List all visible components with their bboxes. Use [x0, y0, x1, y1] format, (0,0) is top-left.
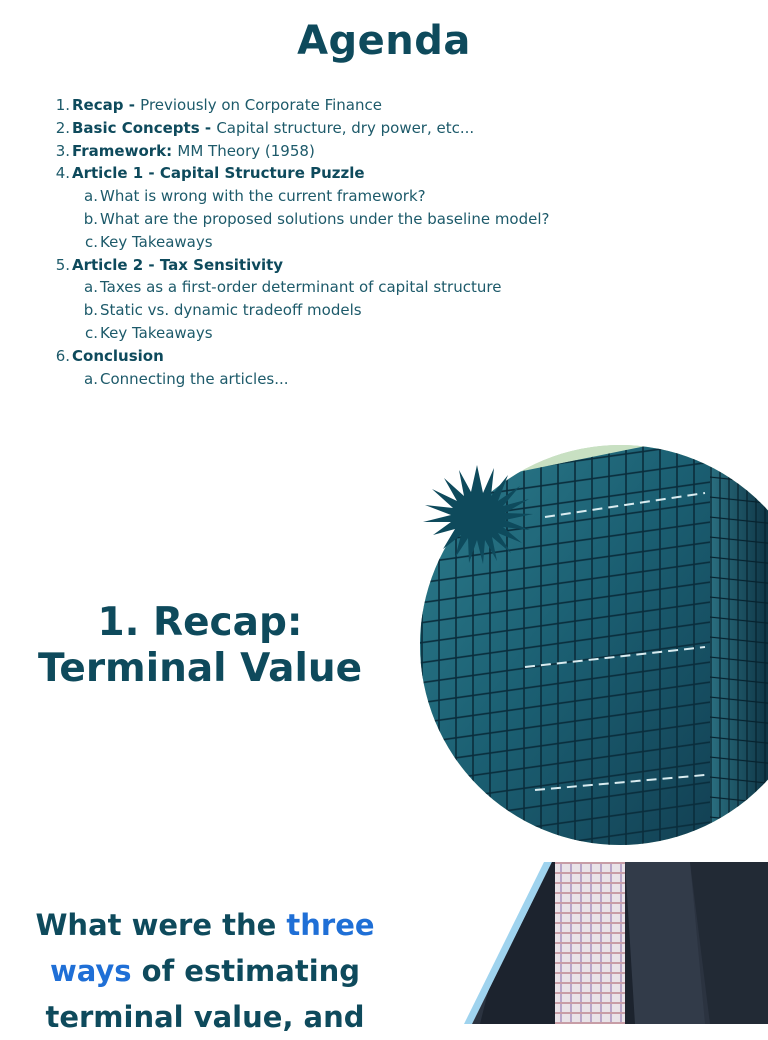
agenda-item-heading: Framework: — [72, 141, 178, 160]
question-highlight: three — [286, 908, 375, 942]
question-heading — [20, 902, 390, 1040]
agenda-item-number: 5. — [55, 255, 70, 274]
recap-title-line-1: 1. Recap: — [97, 600, 303, 645]
agenda-subitem — [50, 276, 610, 299]
agenda-subitem — [50, 231, 610, 254]
agenda-subitem — [50, 299, 610, 322]
agenda-item — [50, 254, 610, 277]
agenda-subitem-text: What are the proposed solutions under the baseline model? — [100, 209, 550, 228]
agenda-item-number: 4. — [55, 164, 70, 183]
agenda-item — [50, 94, 610, 117]
agenda-subitem-letter: b. — [83, 209, 98, 228]
agenda-subitem-text: What is wrong with the current framework? — [100, 187, 426, 206]
agenda-item-text: Previously on Corporate Finance — [140, 96, 382, 114]
agenda-subitem-letter: a. — [84, 278, 98, 297]
agenda-subitem-text: Key Takeaways — [100, 232, 213, 251]
agenda-item-number: 6. — [55, 346, 70, 365]
agenda-subitem — [50, 368, 610, 391]
agenda-item — [50, 117, 610, 140]
agenda-subitem — [50, 185, 610, 208]
agenda-title: Agenda — [297, 18, 471, 64]
agenda-subitem-letter: c. — [84, 232, 98, 251]
agenda-item-heading: Article 1 - Capital Structure Puzzle — [72, 164, 365, 183]
agenda-item — [50, 345, 610, 368]
building-image — [405, 425, 768, 865]
question-text: terminal value, and — [45, 1000, 365, 1034]
agenda-subitem-letter: b. — [83, 301, 98, 320]
agenda-subitem-letter: a. — [84, 369, 98, 388]
agenda-item — [50, 162, 610, 185]
recap-title-line-2: Terminal Value — [37, 646, 363, 691]
question-highlight: ways — [49, 954, 132, 988]
agenda-subitem-text: Key Takeaways — [100, 323, 213, 342]
agenda-item-heading: Basic Concepts - — [72, 118, 217, 137]
agenda-subitem-text: Taxes as a first-order determinant of capital structure — [100, 278, 502, 297]
question-text: of estimating — [131, 954, 361, 988]
agenda-item — [50, 140, 610, 163]
question-text: What were the — [35, 908, 287, 942]
agenda-item-text: Capital structure, dry power, etc... — [216, 118, 475, 137]
agenda-list — [50, 94, 610, 390]
agenda-subitem — [50, 322, 610, 345]
agenda-item-number: 3. — [55, 141, 70, 160]
agenda-subitem-text: Static vs. dynamic tradeoff models — [100, 301, 362, 320]
recap-slide-title — [0, 600, 400, 692]
agenda-subitem-letter: c. — [84, 323, 98, 342]
building-photo — [405, 425, 768, 865]
agenda-item-heading: Article 2 - Tax Sensitivity — [72, 255, 284, 274]
agenda-item-number: 2. — [55, 118, 70, 137]
agenda-subitem-text: Connecting the articles... — [100, 369, 289, 388]
person-photo — [460, 862, 768, 1024]
agenda-subitem-letter: a. — [84, 187, 98, 206]
agenda-item-heading: Conclusion — [72, 346, 164, 365]
agenda-item-text: MM Theory (1958) — [177, 141, 315, 160]
agenda-item-number: 1. — [55, 96, 70, 114]
agenda-item-heading: Recap - — [72, 96, 141, 114]
agenda-subitem — [50, 208, 610, 231]
